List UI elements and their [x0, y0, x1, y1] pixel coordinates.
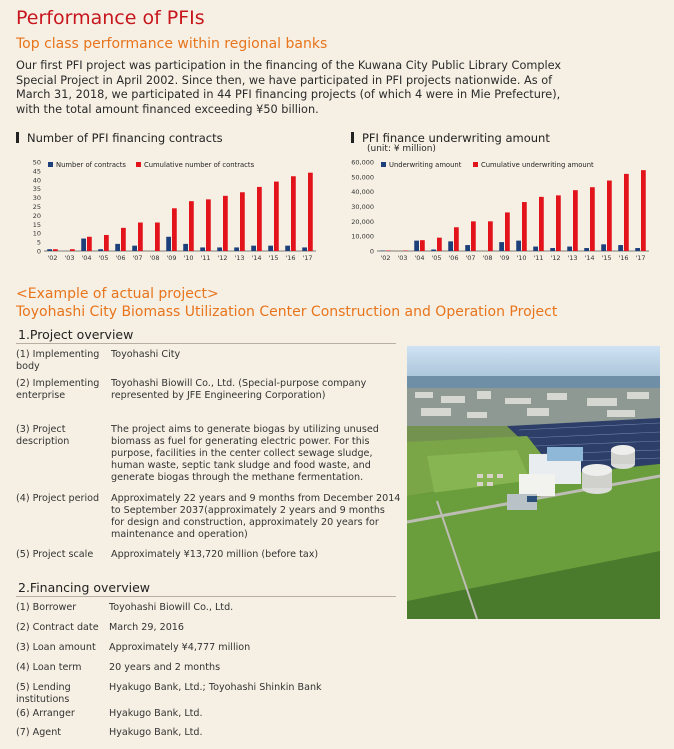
- bar-annual: [618, 245, 623, 251]
- x-tick-label: '09: [499, 254, 510, 262]
- row-value: March 29, 2016: [109, 622, 185, 633]
- bar-cumulative: [53, 249, 58, 251]
- x-tick-label: '05: [431, 254, 442, 262]
- y-tick-label: 30: [32, 194, 41, 203]
- y-tick-label: 20: [32, 211, 41, 220]
- bar-cumulative: [155, 223, 160, 251]
- y-tick-label: 5: [36, 238, 41, 247]
- y-tick-label: 0: [36, 247, 41, 256]
- y-tick-label: 20,000: [351, 217, 374, 226]
- row-value: The project aims to generate biogas by utilizing unused biomass as fuel for generating electric power. For this purpose, facilities in the center collect sewage sludge, human waste, septic tank sludge and food waste, and generate biogas through the methane fermentation.: [111, 424, 379, 483]
- legend-label: Cumulative number of contracts: [144, 161, 255, 169]
- divider: [16, 343, 396, 344]
- x-tick-label: '08: [149, 254, 160, 262]
- chart1-title-text: Number of PFI financing contracts: [27, 131, 223, 145]
- intro-paragraph: Our first PFI project was participation in the financing of the Kuwana City Public Library Complex Special Project in April 2002. Since then, we have participated in PFI projects nationwide. As of March 31, 2018, we participated in 44 PFI financing projects (of which 4 were in Mie Prefecture), with the total amount financed exceeding ¥50 billion.: [16, 59, 562, 116]
- x-tick-label: '16: [285, 254, 296, 262]
- bar-annual: [635, 248, 640, 251]
- row-key: (3) Project description: [16, 424, 70, 447]
- y-tick-label: 45: [32, 167, 41, 176]
- x-tick-label: '08: [482, 254, 493, 262]
- bar-cumulative: [138, 223, 143, 251]
- project-overview-title: 1.Project overview: [18, 327, 134, 342]
- x-tick-label: '05: [98, 254, 109, 262]
- bar-cumulative: [471, 221, 476, 251]
- x-tick-label: '15: [268, 254, 279, 262]
- bar-cumulative: [573, 190, 578, 251]
- chart2-unit: (unit: ¥ million): [367, 144, 436, 154]
- bar-cumulative: [607, 181, 612, 251]
- x-tick-label: '02: [380, 254, 391, 262]
- divider: [16, 596, 396, 597]
- chart2-title-text: PFI finance underwriting amount: [362, 131, 550, 145]
- y-tick-label: 15: [32, 220, 41, 229]
- row-value: Hyakugo Bank, Ltd.; Toyohashi Shinkin Bank: [109, 682, 322, 693]
- x-tick-label: '13: [234, 254, 245, 262]
- example-label: <Example of actual project>: [16, 286, 219, 302]
- bar-annual: [567, 247, 572, 251]
- legend-swatch: [473, 162, 478, 167]
- y-tick-label: 40,000: [351, 188, 374, 197]
- bar-annual: [465, 245, 470, 251]
- bar-cumulative: [70, 249, 75, 251]
- contracts-chart: [16, 152, 328, 264]
- legend-swatch: [381, 162, 386, 167]
- y-tick-label: 10,000: [351, 232, 374, 241]
- bar-annual: [302, 247, 307, 251]
- bar-annual: [533, 247, 538, 251]
- bar-cumulative: [223, 196, 228, 251]
- x-tick-label: '06: [448, 254, 459, 262]
- x-tick-label: '13: [567, 254, 578, 262]
- row-value: Hyakugo Bank, Ltd.: [109, 727, 203, 738]
- bar-cumulative: [437, 238, 442, 251]
- bar-cumulative: [590, 187, 595, 251]
- bar-annual: [200, 247, 205, 251]
- y-tick-label: 30,000: [351, 203, 374, 211]
- bar-annual: [98, 249, 103, 251]
- bar-annual: [431, 250, 436, 251]
- x-tick-label: '12: [217, 254, 228, 262]
- bar-cumulative: [257, 187, 262, 251]
- title-marker-icon: [16, 132, 19, 143]
- bar-annual: [268, 246, 273, 251]
- y-tick-label: 35: [32, 185, 41, 194]
- row-value: Toyohashi City: [111, 349, 181, 360]
- x-tick-label: '11: [533, 254, 544, 262]
- bar-cumulative: [291, 176, 296, 251]
- legend-label: Cumulative underwriting amount: [481, 161, 594, 169]
- legend-swatch: [136, 162, 141, 167]
- legend-label: Number of contracts: [56, 161, 126, 169]
- bar-cumulative: [505, 212, 510, 251]
- bar-cumulative: [624, 174, 629, 251]
- x-tick-label: '17: [635, 254, 646, 262]
- row-key: (4) Project period: [16, 493, 100, 504]
- bar-cumulative: [522, 202, 527, 251]
- page-title: Performance of PFIs: [16, 7, 205, 29]
- example-title: Toyohashi City Biomass Utilization Center Construction and Operation Project: [16, 304, 558, 320]
- row-value: Hyakugo Bank, Ltd.: [109, 708, 203, 719]
- row-key: (4) Loan term: [16, 662, 82, 673]
- x-tick-label: '04: [81, 254, 92, 262]
- bar-cumulative: [308, 173, 313, 251]
- x-tick-label: '12: [550, 254, 561, 262]
- row-value: 20 years and 2 months: [109, 662, 221, 673]
- y-tick-label: 50,000: [351, 173, 374, 182]
- bar-cumulative: [641, 170, 646, 251]
- row-key: (5) Lending institutions: [16, 682, 71, 705]
- bar-annual: [115, 244, 120, 251]
- x-tick-label: '11: [200, 254, 211, 262]
- bar-annual: [183, 244, 188, 251]
- title-marker-icon: [351, 132, 354, 143]
- x-tick-label: '03: [64, 254, 75, 262]
- bar-annual: [234, 247, 239, 251]
- bar-cumulative: [104, 235, 109, 251]
- x-tick-label: '17: [302, 254, 313, 262]
- x-tick-label: '07: [465, 254, 476, 262]
- bar-annual: [251, 246, 256, 251]
- y-tick-label: 40: [32, 176, 41, 185]
- row-key: (6) Arranger: [16, 708, 75, 719]
- x-tick-label: '07: [132, 254, 143, 262]
- x-tick-label: '16: [618, 254, 629, 262]
- underwriting-chart: [346, 152, 661, 264]
- x-tick-label: '14: [251, 254, 262, 262]
- page-subtitle: Top class performance within regional banks: [16, 36, 328, 52]
- bar-cumulative: [274, 182, 279, 251]
- bar-cumulative: [556, 195, 561, 251]
- bar-cumulative: [121, 228, 126, 251]
- bar-annual: [448, 241, 453, 251]
- row-key: (2) Contract date: [16, 622, 99, 633]
- y-tick-label: 50: [32, 158, 41, 167]
- x-tick-label: '03: [397, 254, 408, 262]
- bar-annual: [516, 241, 521, 251]
- chart1-title: [16, 131, 223, 145]
- row-key: (1) Implementing body: [16, 349, 100, 372]
- y-tick-label: 60,000: [351, 158, 374, 167]
- x-tick-label: '10: [516, 254, 527, 262]
- bar-annual: [414, 241, 419, 251]
- row-key: (2) Implementing enterprise: [16, 378, 100, 401]
- row-value: Approximately 22 years and 9 months from December 2014 to September 2037(approximately 2 years and 9 months for design and construction, approximately 20 years for maintenance and operation): [111, 493, 401, 540]
- bar-annual: [499, 242, 504, 251]
- bar-cumulative: [189, 201, 194, 251]
- x-tick-label: '06: [115, 254, 126, 262]
- legend-label: Underwriting amount: [389, 161, 462, 169]
- bar-cumulative: [87, 237, 92, 251]
- chart2-title: [351, 131, 550, 145]
- bar-cumulative: [539, 197, 544, 251]
- row-value: Approximately ¥13,720 million (before tax): [111, 549, 319, 560]
- bar-annual: [601, 244, 606, 251]
- bar-cumulative: [488, 221, 493, 251]
- facility-aerial-photo: [407, 346, 660, 619]
- row-value: Toyohashi Biowill Co., Ltd. (Special-purpose company represented by JFE Engineering Corporation): [111, 378, 367, 401]
- row-key: (1) Borrower: [16, 602, 77, 613]
- bar-annual: [285, 246, 290, 251]
- financing-overview-title: 2.Financing overview: [18, 580, 151, 595]
- x-tick-label: '09: [166, 254, 177, 262]
- bar-cumulative: [206, 199, 211, 251]
- bar-annual: [47, 249, 52, 251]
- row-value: Approximately ¥4,777 million: [109, 642, 251, 653]
- bar-cumulative: [454, 227, 459, 251]
- bar-cumulative: [420, 240, 425, 251]
- legend-swatch: [48, 162, 53, 167]
- bar-annual: [166, 237, 171, 251]
- bar-cumulative: [240, 192, 245, 251]
- bar-annual: [81, 239, 86, 251]
- row-key: (7) Agent: [16, 727, 62, 738]
- y-tick-label: 10: [32, 229, 41, 238]
- bar-cumulative: [172, 208, 177, 251]
- y-tick-label: 0: [369, 247, 374, 256]
- bar-annual: [584, 248, 589, 251]
- bar-annual: [550, 248, 555, 251]
- x-tick-label: '10: [183, 254, 194, 262]
- row-value: Toyohashi Biowill Co., Ltd.: [109, 602, 234, 613]
- bar-annual: [132, 246, 137, 251]
- x-tick-label: '04: [414, 254, 425, 262]
- bar-annual: [217, 247, 222, 251]
- x-tick-label: '14: [584, 254, 595, 262]
- row-key: (3) Loan amount: [16, 642, 96, 653]
- y-tick-label: 25: [32, 203, 41, 211]
- row-key: (5) Project scale: [16, 549, 94, 560]
- x-tick-label: '02: [47, 254, 58, 262]
- x-tick-label: '15: [601, 254, 612, 262]
